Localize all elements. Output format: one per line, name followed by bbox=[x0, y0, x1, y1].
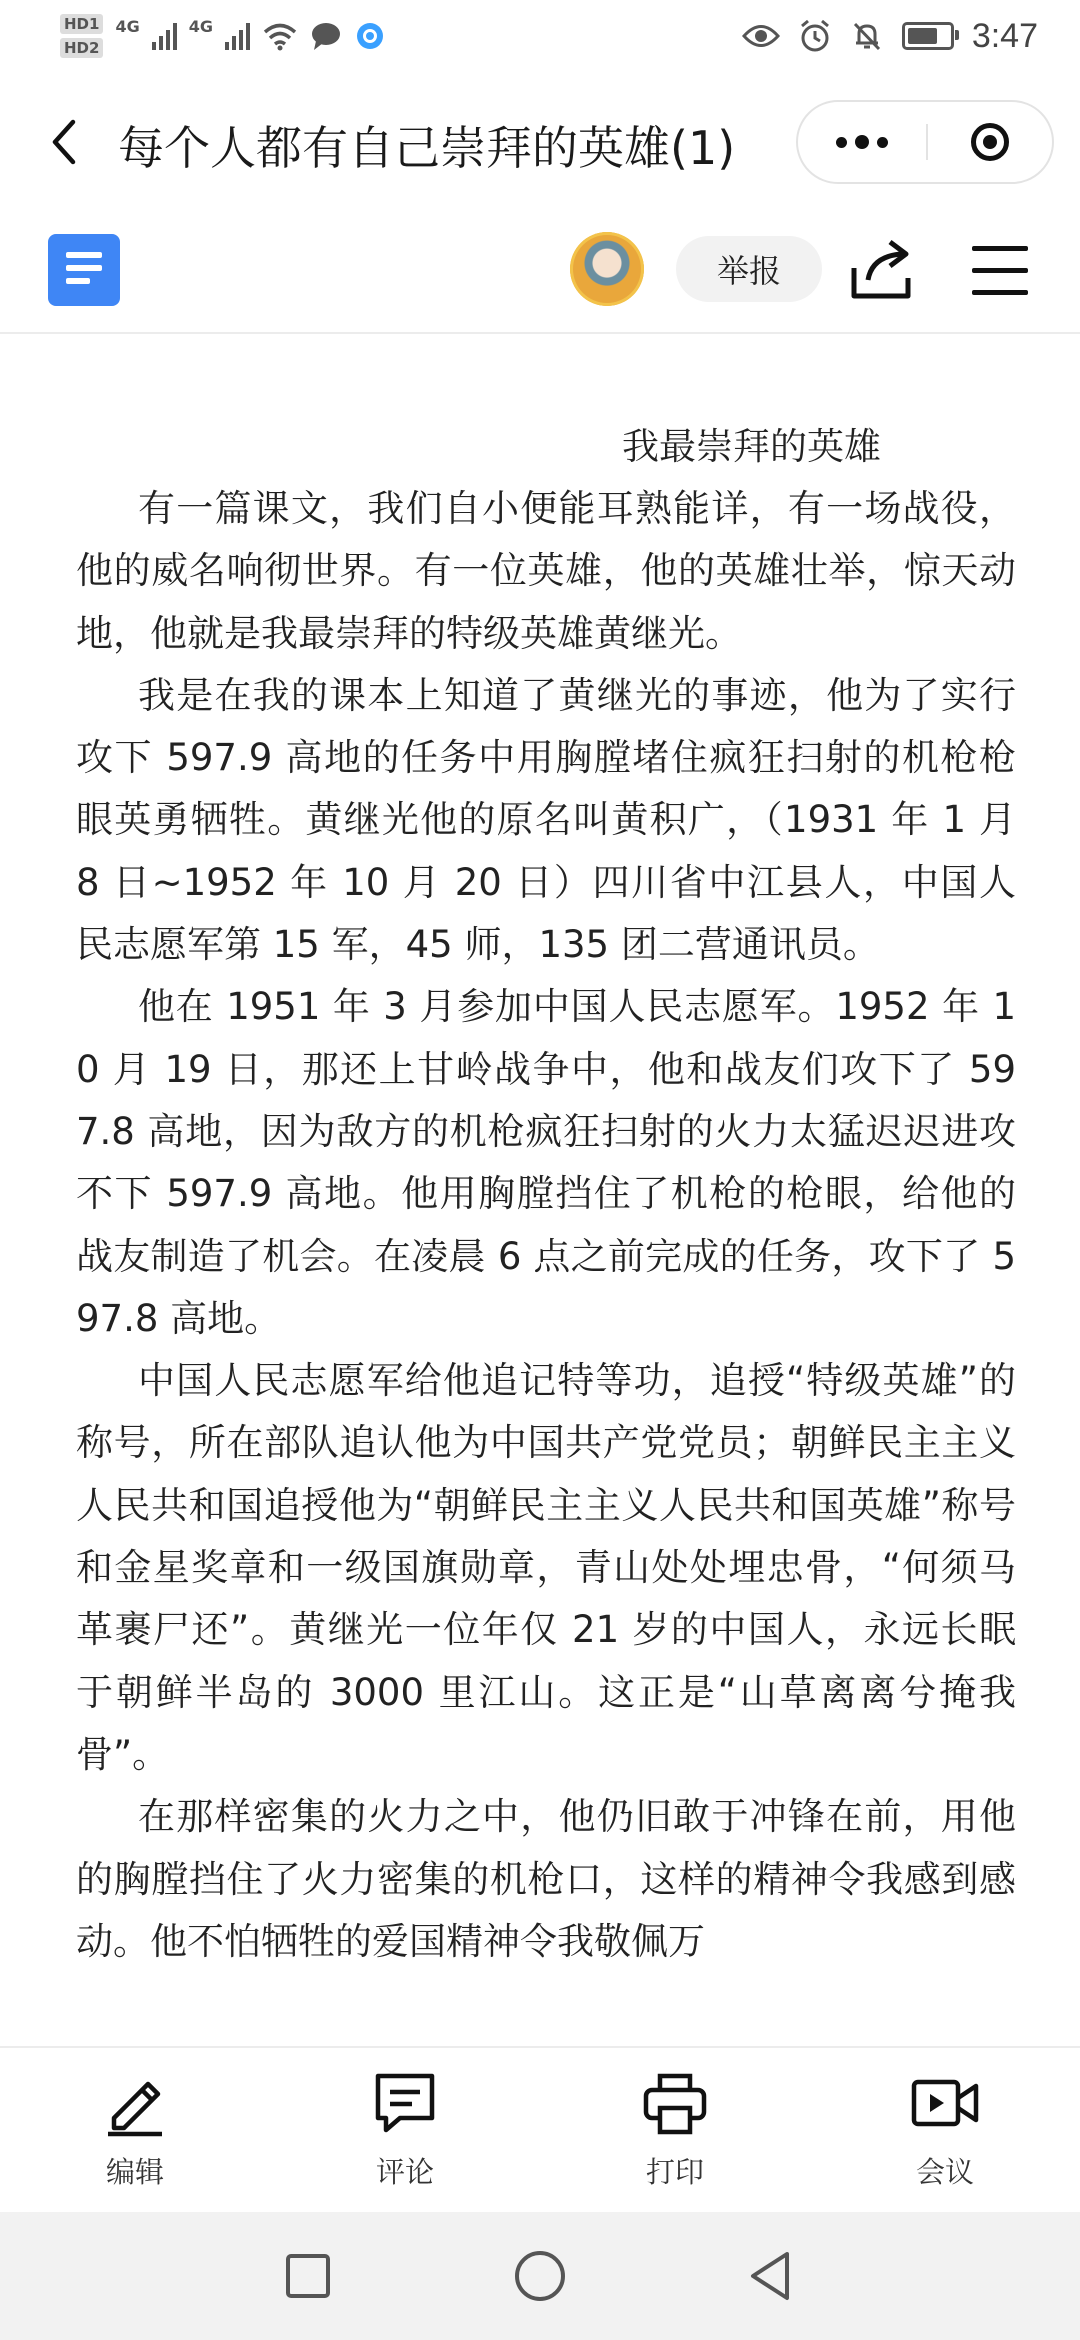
document-paragraph: 在那样密集的火力之中，他仍旧敢于冲锋在前，用他的胸膛挡住了火力密集的机枪口，这样的精神令我感到感动。他不怕牺牲的爱国精神令我敬佩万 bbox=[76, 1795, 1016, 1963]
share-button[interactable] bbox=[846, 234, 918, 306]
hd-badges bbox=[60, 14, 103, 58]
network-type-2: 4G bbox=[188, 16, 213, 36]
page-title: 每个人都有自己崇拜的英雄(1) bbox=[118, 121, 736, 175]
document-paragraph: 我是在我的课本上知道了黄继光的事迹，他为了实行攻下 597.9 高地的任务中用胸膛堵住疯狂扫射的机枪枪眼英勇牺牲。黄继光他的原名叫黄积广，（1931 年 1 月 8 日~1952 年 10 月 20 日）四川省中江县人，中国人民志愿军第 15 军，45 师，135 团二营通讯员。 bbox=[76, 673, 1016, 967]
more-button[interactable] bbox=[798, 102, 926, 182]
comment-icon bbox=[370, 2068, 440, 2138]
action-bar bbox=[0, 2046, 1080, 2212]
signal-icon bbox=[152, 22, 177, 50]
status-bar-right bbox=[742, 0, 1038, 72]
back-triangle-icon bbox=[745, 2249, 795, 2303]
mute-icon bbox=[850, 19, 884, 53]
comment-label: 评论 bbox=[375, 2155, 434, 2189]
menu-icon bbox=[972, 246, 1028, 251]
meeting-label: 会议 bbox=[915, 2155, 974, 2189]
system-navigation-bar bbox=[0, 2212, 1080, 2340]
edit-button[interactable] bbox=[55, 2068, 215, 2198]
title-bar bbox=[0, 72, 1080, 212]
battery-level bbox=[908, 28, 937, 44]
avatar[interactable] bbox=[570, 232, 644, 306]
recents-square-icon bbox=[283, 2251, 333, 2301]
print-label: 打印 bbox=[645, 2155, 704, 2189]
document-paragraph: 他在 1951 年 3 月参加中国人民志愿军。1952 年 10 月 19 日，那还上甘岭战争中，他和战友们攻下了 597.8 高地，因为敌方的机枪疯狂扫射的火力太猛迟迟进攻不下 597.9 高地。他用胸膛挡住了机枪的枪眼，给他的战友制造了机会。在凌晨 6 点之前完成的任务，攻下了 597.8 高地。 bbox=[76, 985, 1016, 1340]
home-circle-icon bbox=[512, 2248, 568, 2304]
signal-icon bbox=[225, 22, 250, 50]
menu-button[interactable] bbox=[966, 240, 1038, 300]
more-icon bbox=[836, 137, 847, 148]
status-bar-left bbox=[60, 8, 386, 64]
alarm-icon bbox=[798, 19, 832, 53]
message-icon bbox=[310, 21, 342, 51]
hd1-badge: HD1 bbox=[60, 14, 103, 34]
home-button[interactable] bbox=[500, 2236, 580, 2316]
back-button[interactable] bbox=[32, 108, 96, 176]
report-button[interactable]: 举报 bbox=[676, 236, 822, 302]
share-icon bbox=[846, 234, 918, 306]
close-mini-program-icon bbox=[971, 123, 1009, 161]
comment-button[interactable] bbox=[325, 2068, 485, 2198]
system-back-button[interactable] bbox=[730, 2236, 810, 2316]
battery-icon bbox=[902, 22, 954, 50]
meeting-button[interactable] bbox=[865, 2068, 1025, 2198]
back-icon bbox=[49, 118, 79, 166]
print-icon bbox=[640, 2068, 710, 2138]
app-notification-icon bbox=[354, 20, 386, 52]
document-content[interactable] bbox=[76, 416, 1016, 2044]
video-meeting-icon bbox=[910, 2068, 980, 2138]
network-type-1: 4G bbox=[115, 16, 140, 36]
recents-button[interactable] bbox=[268, 2236, 348, 2316]
close-mini-program-button[interactable] bbox=[928, 102, 1052, 182]
document-icon[interactable] bbox=[48, 234, 120, 306]
status-bar bbox=[0, 0, 1080, 72]
document-paragraph: 中国人民志愿军给他追记特等功，追授“特级英雄”的称号，所在部队追认他为中国共产党党员；朝鲜民主主义人民共和国追授他为“朝鲜民主主义人民共和国英雄”称号和金星奖章和一级国旗勋章，青山处处埋忠骨，“何须马革裹尸还”。黄继光一位年仅 21 岁的中国人，永远长眠于朝鲜半岛的 3000 里江山。这正是“山草离离兮掩我骨”。 bbox=[76, 1359, 1016, 1776]
document-heading: 我最崇拜的英雄 bbox=[622, 425, 881, 468]
mini-program-capsule bbox=[796, 100, 1054, 184]
hd2-badge: HD2 bbox=[60, 38, 103, 58]
edit-icon bbox=[100, 2068, 170, 2138]
edit-label: 编辑 bbox=[105, 2155, 164, 2189]
eye-icon bbox=[742, 23, 780, 49]
document-toolbar bbox=[0, 212, 1080, 334]
wifi-icon bbox=[262, 21, 298, 51]
document-paragraph: 有一篇课文，我们自小便能耳熟能详，有一场战役，他的威名响彻世界。有一位英雄，他的英雄壮举，惊天动地，他就是我最崇拜的特级英雄黄继光。 bbox=[76, 487, 1016, 655]
clock: 3:47 bbox=[971, 16, 1038, 55]
print-button[interactable] bbox=[595, 2068, 755, 2198]
